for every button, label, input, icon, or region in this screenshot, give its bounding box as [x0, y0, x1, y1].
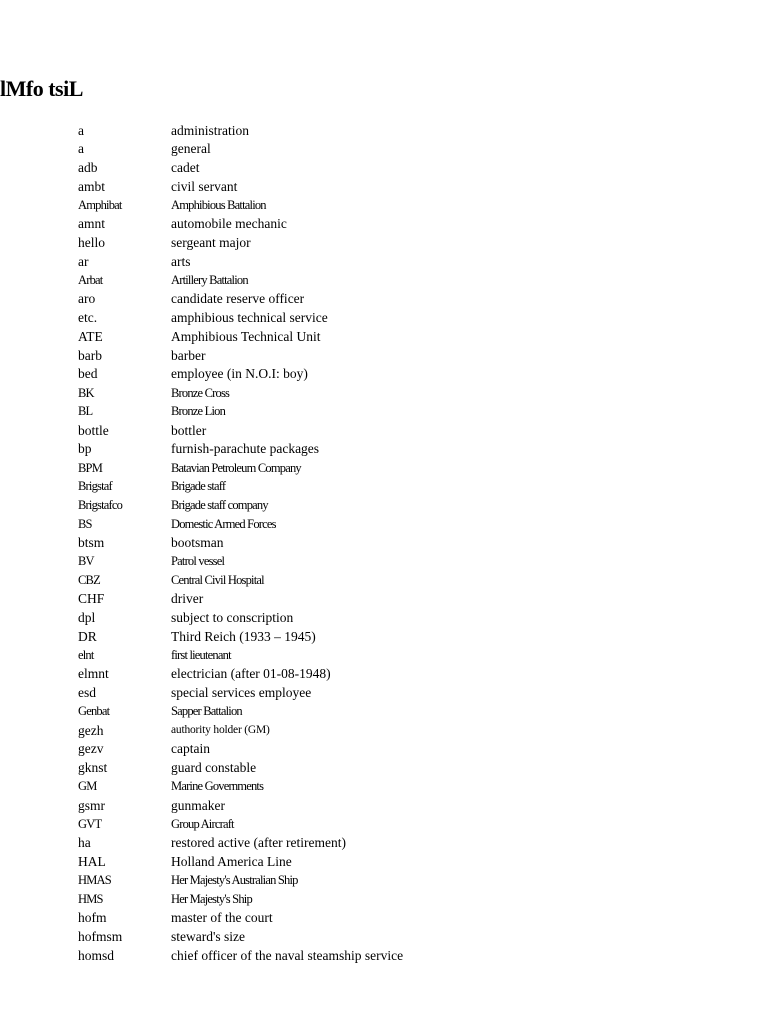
list-item	[78, 552, 758, 571]
abbreviation-term: ha	[78, 835, 91, 851]
abbreviation-term: HAL	[78, 853, 106, 869]
list-item	[78, 852, 758, 871]
abbreviation-definition: employee (in N.O.I: boy)	[171, 366, 308, 382]
abbreviation-term: bottle	[78, 422, 109, 438]
abbreviation-term: HMAS	[78, 873, 111, 888]
abbreviation-definition: electrician (after 01-08-1948)	[171, 666, 331, 682]
abbreviation-definition: barber	[171, 347, 206, 363]
abbreviation-term: GVT	[78, 816, 102, 831]
abbreviation-term: Amphibat	[78, 198, 122, 213]
abbreviation-term: etc.	[78, 310, 98, 326]
abbreviation-term: gezh	[78, 722, 104, 738]
abbreviation-definition: driver	[171, 591, 204, 607]
abbreviation-definition: administration	[171, 122, 249, 138]
abbreviation-definition: Central Civil Hospital	[171, 573, 264, 588]
abbreviation-definition: Artillery Battalion	[171, 273, 248, 288]
list-item	[78, 946, 758, 965]
abbreviation-definition: arts	[171, 253, 191, 269]
abbreviation-term: gezv	[78, 741, 104, 757]
abbreviation-definition: captain	[171, 741, 210, 757]
abbreviation-term: BS	[78, 516, 92, 531]
abbreviation-term: gsmr	[78, 797, 105, 813]
abbreviation-term: bp	[78, 441, 92, 457]
abbreviation-definition: Sapper Battalion	[171, 704, 242, 719]
list-item	[78, 871, 758, 890]
abbreviation-term: ATE	[78, 328, 103, 344]
list-item	[78, 590, 758, 609]
abbreviation-definition: Brigade staff company	[171, 498, 268, 513]
abbreviation-term: Brigstafco	[78, 498, 123, 513]
list-item	[78, 909, 758, 928]
abbreviation-definition: Brigade staff	[171, 479, 226, 494]
list-item	[78, 796, 758, 815]
abbreviation-term: ar	[78, 253, 89, 269]
list-item	[78, 627, 758, 646]
abbreviation-list	[78, 121, 758, 965]
abbreviation-term: CHF	[78, 591, 105, 607]
abbreviation-definition: Amphibious Technical Unit	[171, 328, 321, 344]
list-item	[78, 684, 758, 703]
abbreviation-term: BK	[78, 385, 94, 400]
list-item	[78, 927, 758, 946]
list-item	[78, 759, 758, 778]
abbreviation-term: hofm	[78, 910, 107, 926]
abbreviation-definition: Bronze Lion	[171, 404, 226, 419]
abbreviation-term: BV	[78, 554, 94, 569]
abbreviation-definition: general	[171, 141, 211, 157]
abbreviation-term: BL	[78, 404, 93, 419]
abbreviation-definition: restored active (after retirement)	[171, 835, 347, 851]
list-item	[78, 740, 758, 759]
abbreviation-definition: bootsman	[171, 535, 224, 551]
abbreviation-definition: civil servant	[171, 178, 238, 194]
abbreviation-definition: gunmaker	[171, 797, 225, 813]
abbreviation-definition: cadet	[171, 160, 200, 176]
list-item	[78, 777, 758, 796]
abbreviation-definition: Domestic Armed Forces	[171, 516, 276, 531]
list-item	[78, 290, 758, 309]
list-item	[78, 646, 758, 665]
list-item	[78, 421, 758, 440]
abbreviation-definition: Group Aircraft	[171, 816, 234, 831]
abbreviation-definition: Her Majesty's Ship	[171, 891, 252, 906]
abbreviation-definition: first lieutenant	[171, 648, 231, 663]
list-item	[78, 721, 758, 740]
abbreviation-term: barb	[78, 347, 102, 363]
list-item	[78, 215, 758, 234]
abbreviation-term: CBZ	[78, 573, 100, 588]
list-item	[78, 252, 758, 271]
abbreviation-definition: bottler	[171, 422, 207, 438]
list-item	[78, 459, 758, 478]
list-item	[78, 346, 758, 365]
abbreviation-term: elnt	[78, 648, 94, 663]
abbreviation-term: adb	[78, 160, 98, 176]
list-item	[78, 890, 758, 909]
abbreviation-term: amnt	[78, 216, 105, 232]
abbreviation-term: Genbat	[78, 704, 110, 719]
abbreviation-definition: amphibious technical service	[171, 310, 328, 326]
list-item	[78, 159, 758, 178]
list-item	[78, 496, 758, 515]
abbreviation-definition: special services employee	[171, 685, 312, 701]
list-item	[78, 271, 758, 290]
list-item	[78, 702, 758, 721]
abbreviation-definition: Amphibious Battalion	[171, 198, 266, 213]
abbreviation-term: elmnt	[78, 666, 109, 682]
abbreviation-term: esd	[78, 685, 96, 701]
abbreviation-term: GM	[78, 779, 97, 794]
abbreviation-definition: steward's size	[171, 928, 246, 944]
page-title: lMfo tsiL	[0, 76, 83, 101]
abbreviation-definition: Her Majesty's Australian Ship	[171, 873, 298, 888]
abbreviation-term: BPM	[78, 460, 103, 475]
abbreviation-term: DR	[78, 628, 97, 644]
list-item	[78, 384, 758, 403]
list-item	[78, 177, 758, 196]
list-item	[78, 571, 758, 590]
list-item	[78, 402, 758, 421]
list-item	[78, 234, 758, 253]
list-item	[78, 534, 758, 553]
abbreviation-term: a	[78, 122, 84, 138]
list-item	[78, 121, 758, 140]
abbreviation-term: Brigstaf	[78, 479, 112, 494]
list-item	[78, 609, 758, 628]
list-item	[78, 140, 758, 159]
abbreviation-definition: subject to conscription	[171, 610, 294, 626]
abbreviation-term: homsd	[78, 947, 115, 963]
abbreviation-term: bed	[78, 366, 98, 382]
abbreviation-term: gknst	[78, 760, 108, 776]
abbreviation-definition: chief officer of the naval steamship service	[171, 947, 404, 963]
abbreviation-term: ambt	[78, 178, 105, 194]
abbreviation-term: aro	[78, 291, 96, 307]
abbreviation-definition: master of the court	[171, 910, 273, 926]
abbreviation-definition: guard constable	[171, 760, 257, 776]
abbreviation-term: dpl	[78, 610, 96, 626]
list-item	[78, 477, 758, 496]
list-item	[78, 515, 758, 534]
abbreviation-term: a	[78, 141, 84, 157]
list-item	[78, 440, 758, 459]
list-item	[78, 365, 758, 384]
abbreviation-term: Arbat	[78, 273, 103, 288]
abbreviation-definition: Third Reich (1933 – 1945)	[171, 628, 316, 644]
abbreviation-term: hofmsm	[78, 928, 123, 944]
list-item	[78, 196, 758, 215]
abbreviation-term: HMS	[78, 891, 103, 906]
abbreviation-definition: sergeant major	[171, 235, 251, 251]
abbreviation-definition: Bronze Cross	[171, 385, 230, 400]
list-item	[78, 815, 758, 834]
abbreviation-definition: Marine Governments	[171, 779, 264, 794]
abbreviation-term: hello	[78, 235, 105, 251]
abbreviation-term: btsm	[78, 535, 105, 551]
list-item	[78, 327, 758, 346]
abbreviation-definition: candidate reserve officer	[171, 291, 305, 307]
list-item	[78, 665, 758, 684]
abbreviation-definition: automobile mechanic	[171, 216, 287, 232]
abbreviation-definition: Patrol vessel	[171, 554, 225, 569]
abbreviation-definition: furnish-parachute packages	[171, 441, 320, 457]
list-item	[78, 309, 758, 328]
abbreviation-definition: Holland America Line	[171, 853, 292, 869]
abbreviation-definition: Batavian Petroleum Company	[171, 460, 301, 475]
abbreviation-definition: authority holder (GM)	[171, 723, 270, 736]
list-item	[78, 834, 758, 853]
